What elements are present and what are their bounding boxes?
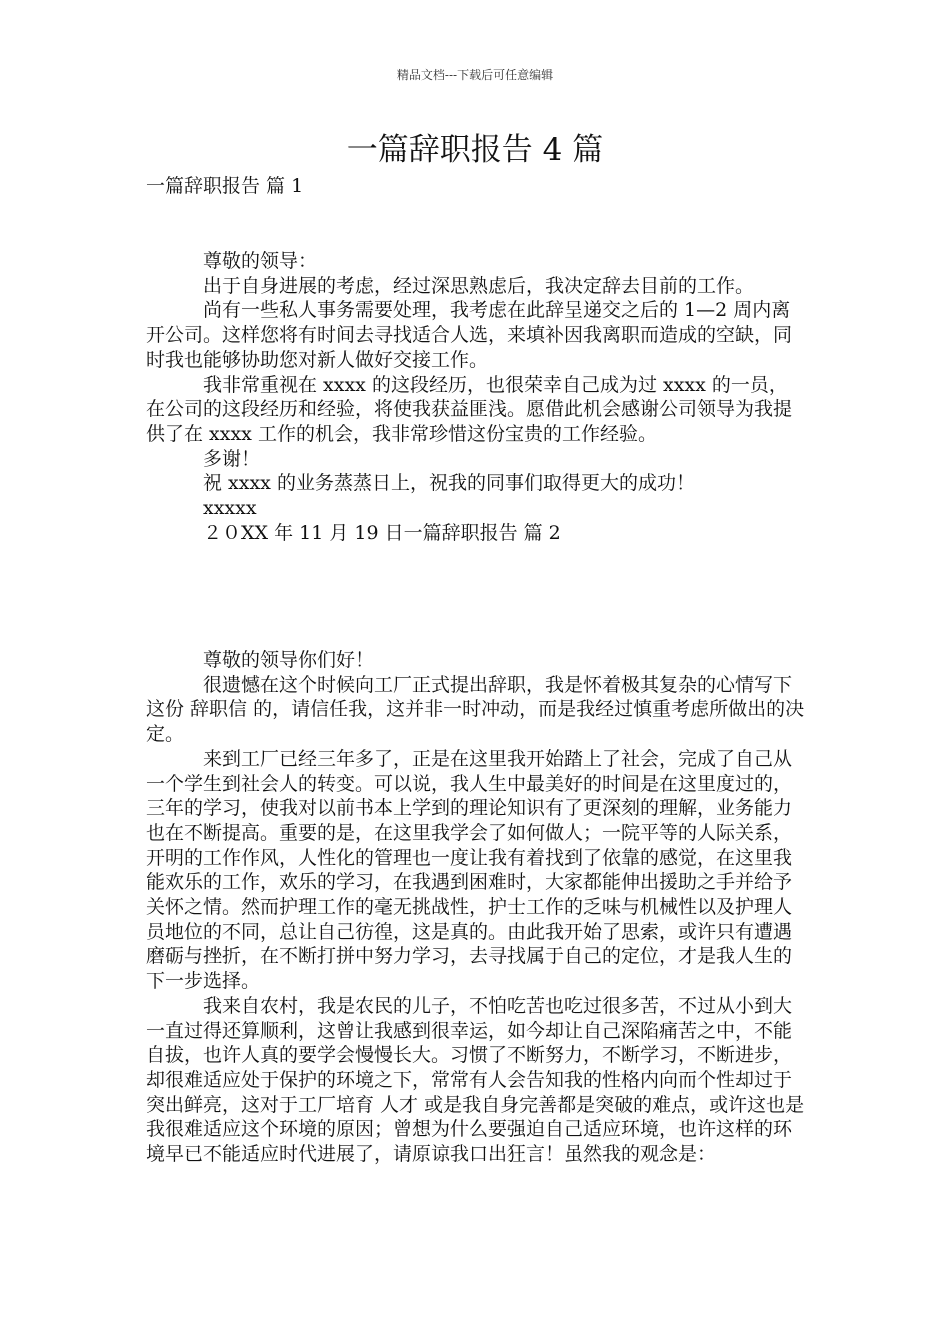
paragraph: 很遗憾在这个时候向工厂正式提出辞职，我是怀着极其复杂的心情写下这份 辞职信 的，请信任我，这并非一时冲动，而是我经过慎重考虑所做出的决定。 [146,673,805,746]
signature-line: xxxxx [203,497,257,520]
section-2 [146,648,806,1167]
wishes-line: 祝 xxxx 的业务蒸蒸日上，祝我的同事们取得更大的成功！ [203,472,695,495]
thanks-line: 多谢！ [203,447,261,470]
paragraph: 来到工厂已经三年多了，正是在这里我开始踏上了社会，完成了自己从一个学生到社会人的转变。可以说，我人生中最美好的时间是在这里度过的，三年的学习，使我对以前书本上学到的理论知识有了更深刻的理解，业务能力也在不断提高。重要的是，在这里我学会了如何做人；一院平等的人际关系，开明的工作作风，人性化的管理也一度让我有着找到了依靠的感觉，在这里我能欢乐的工作，欢乐的学习，在我遇到困难时，大家都能伸出援助之手并给予关怀之情。然而护理工作的毫无挑战性，护士工作的乏味与机械性以及护理人员地位的不同，总让自己彷徨，这是真的。由此我开始了思索，或许只有遭遇磨砺与挫折，在不断打拼中努力学习，去寻找属于自己的定位，才是我人生的下一步选择。 [146,747,793,993]
section-1 [146,249,806,545]
document-title: 一篇辞职报告 4 篇 [346,132,604,168]
salutation: 尊敬的领导你们好！ [203,649,375,671]
section-1-heading: 一篇辞职报告 篇 1 [146,175,304,197]
paragraph: 出于自身进展的考虑，经过深思熟虑后，我决定辞去目前的工作。 [203,274,755,297]
salutation: 尊敬的领导： [203,250,318,272]
date-and-section-2-heading: ２０XX 年 11 月 19 日一篇辞职报告 篇 2 [203,521,561,544]
paragraph: 我非常重视在 xxxx 的这段经历，也很荣幸自己成为过 xxxx 的一员，在公司的这段经历和经验，将使我获益匪浅。愿借此机会感谢公司领导为我提供了在 xxxx 工作的机会，我非常珍惜这份宝贵的工作经验。 [146,373,793,445]
paragraph: 我来自农村，我是农民的儿子，不怕吃苦也吃过很多苦，不过从小到大一直过得还算顺利，这曾让我感到很幸运，如今却让自己深陷痛苦之中，不能自拔，也许人真的要学会慢慢长大。习惯了不断努力，不断学习，不断进步，却很难适应处于保护的环境之下，常常有人会告知我的性格内向而个性却过于突出鲜亮，这对于工厂培育 人才 或是我自身完善都是突破的难点，或许这也是我很难适应这个环境的原因；曾想为什么要强迫自己适应环境，也许这样的环境早已不能适应时代进展了，请原谅我口出狂言！虽然我的观念是： [146,994,805,1166]
paragraph: 尚有一些私人事务需要处理，我考虑在此辞呈递交之后的 1—2 周内离开公司。这样您将有时间去寻找适合人选，来填补因我离职而造成的空缺，同时我也能够协助您对新人做好交接工作。 [146,299,793,371]
page-header: 精品文档---下载后可任意编辑 [396,68,554,82]
